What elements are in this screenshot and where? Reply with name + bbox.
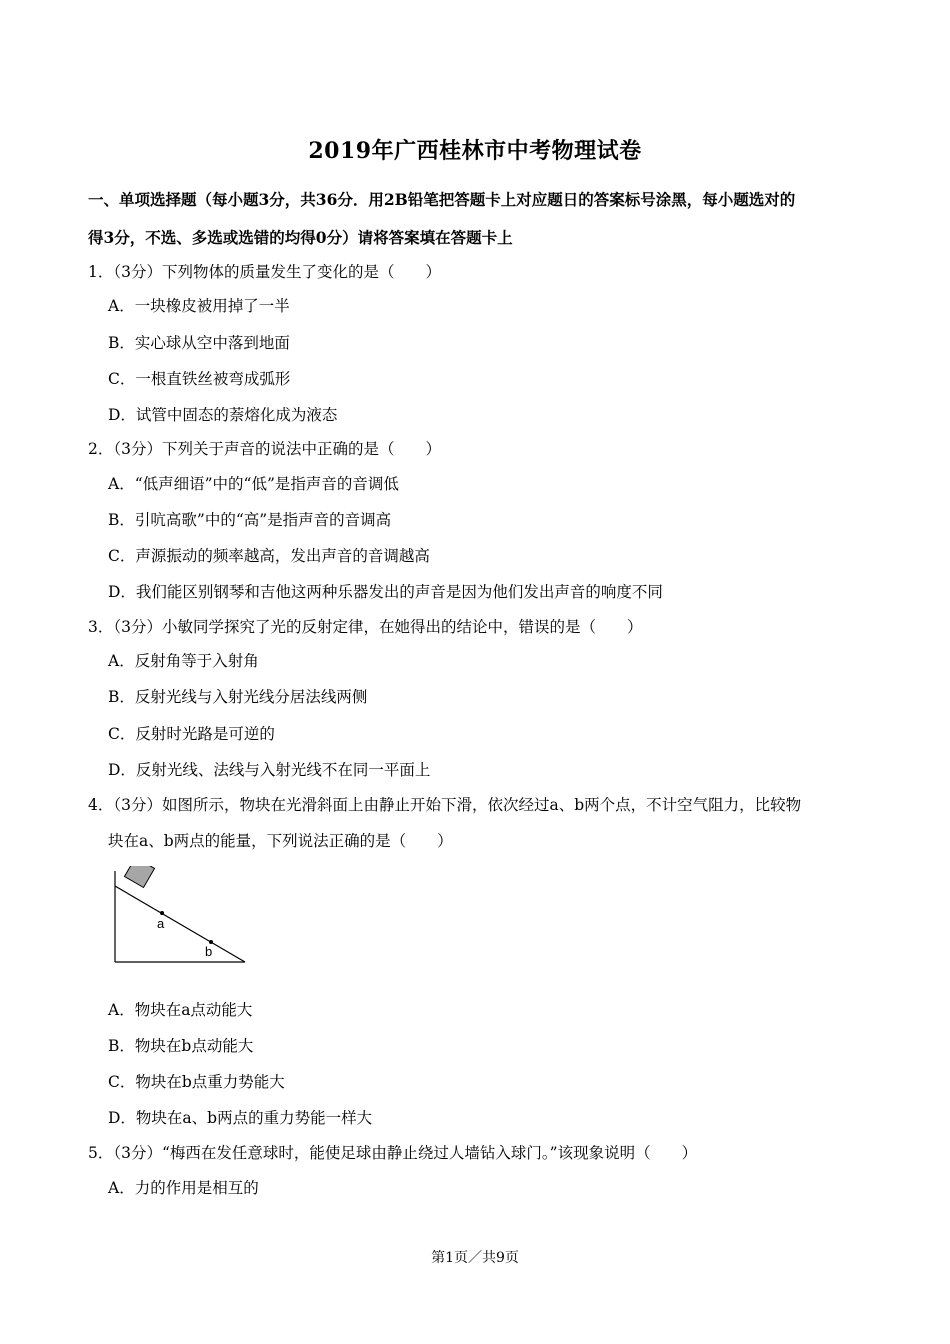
question-1-option-c: C．一根直铁丝被弯成弧形 [108, 370, 291, 388]
question-4-option-a: A．物块在a点动能大 [108, 1001, 253, 1019]
question-1-option-b: B．实心球从空中落到地面 [108, 334, 290, 352]
question-3-option-a: A．反射角等于入射角 [108, 652, 259, 670]
question-1-stem: 1．（3分）下列物体的质量发生了变化的是（ ） [88, 263, 441, 281]
sliding-block [124, 866, 154, 888]
question-4-stem: 4．（3分）如图所示，物块在光滑斜面上由静止开始下滑，依次经过a、b两个点，不计空气阻力，比较物 [88, 796, 802, 814]
page-title: 2019年广西桂林市中考物理试卷 [308, 138, 642, 164]
question-4-option-d: D．物块在a、b两点的重力势能一样大 [108, 1109, 373, 1127]
section-heading-line2: 得3分，不选、多选或选错的均得0分）请将答案填在答题卡上 [88, 228, 513, 247]
question-2-option-d: D．我们能区别钢琴和吉他这两种乐器发出的声音是因为他们发出声音的响度不同 [108, 583, 663, 601]
question-3-option-c: C．反射时光路是可逆的 [108, 725, 275, 743]
incline-slope [115, 886, 245, 962]
question-5-stem: 5．（3分）“梅西在发任意球时，能使足球由静止绕过人墙钻入球门。”该现象说明（ ） [88, 1144, 698, 1162]
page-footer: 第1页／共9页 [431, 1250, 519, 1266]
point-b-label: b [205, 944, 213, 959]
question-2-option-b: B．引吭高歌”中的“高”是指声音的音调高 [108, 511, 392, 529]
question-2-stem: 2．（3分）下列关于声音的说法中正确的是（ ） [88, 440, 441, 458]
point-a-label: a [157, 916, 165, 931]
question-3-option-d: D．反射光线、法线与入射光线不在同一平面上 [108, 761, 431, 779]
question-4-option-c: C．物块在b点重力势能大 [108, 1073, 285, 1091]
question-5-option-a: A．力的作用是相互的 [108, 1179, 259, 1197]
question-4-option-b: B．物块在b点动能大 [108, 1037, 254, 1055]
question-2-option-c: C．声源振动的频率越高，发出声音的音调越高 [108, 547, 430, 565]
question-3-option-b: B．反射光线与入射光线分居法线两侧 [108, 688, 368, 706]
incline-diagram [108, 866, 253, 966]
point-a-marker [160, 911, 164, 915]
question-3-stem: 3．（3分）小敏同学探究了光的反射定律，在她得出的结论中，错误的是（ ） [88, 618, 643, 636]
question-1-option-d: D．试管中固态的萘熔化成为液态 [108, 406, 338, 424]
question-1-option-a: A．一块橡皮被用掉了一半 [108, 297, 290, 315]
question-4-stem-continued: 块在a、b两点的能量，下列说法正确的是（ ） [108, 832, 453, 850]
section-heading-line1: 一、单项选择题（每小题3分，共36分．用2B铅笔把答题卡上对应题日的答案标号涂黑，每小题选对的 [88, 190, 796, 209]
question-2-option-a: A．“低声细语”中的“低”是指声音的音调低 [108, 475, 399, 493]
